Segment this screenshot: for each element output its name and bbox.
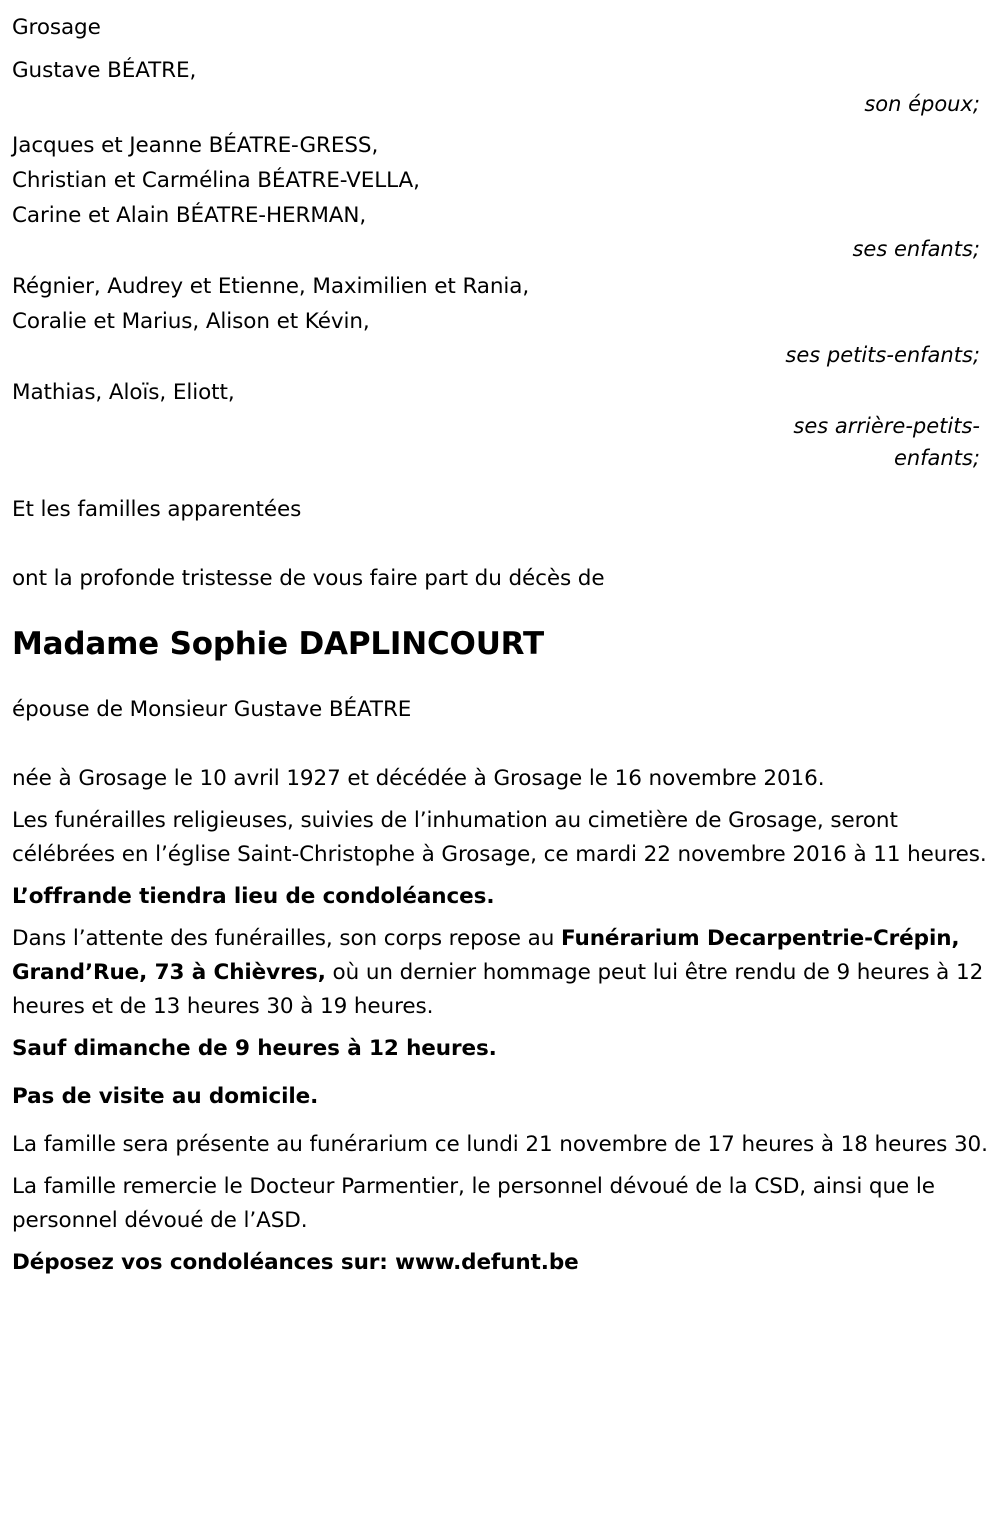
child-name-line-3: Carine et Alain BÉATRE-HERMAN, [12, 203, 367, 228]
relation-label-great-grandchildren-line-2: enfants; [893, 446, 980, 470]
spacer [12, 45, 988, 53]
spacer [12, 596, 988, 622]
relation-label-grandchildren: ses petits-enfants; [785, 343, 980, 367]
birth-death-line: née à Grosage le 10 avril 1927 et décédée à Grosage le 16 novembre 2016. [12, 766, 825, 791]
spacer [12, 796, 988, 804]
no-home-visit-notice: Pas de visite au domicile. [12, 1084, 319, 1109]
family-presence-paragraph: La famille sera présente au funérarium ce lundi 21 novembre de 17 heures à 18 heures 30. [12, 1132, 988, 1157]
announcement-intro: ont la profonde tristesse de vous faire part du décès de [12, 566, 605, 591]
spacer [12, 1238, 988, 1246]
spacer [12, 474, 988, 492]
spacer [12, 1066, 988, 1080]
spacer [12, 914, 988, 922]
funeral-service-paragraph: Les funérailles religieuses, suivies de l’inhumation au cimetière de Grosage, seront célébrées en l’église Saint-Christophe à Grosage, ce mardi 22 novembre 2016 à 11 heures. [12, 808, 987, 867]
spacer [12, 1024, 988, 1032]
spacer [12, 527, 988, 561]
spacer [12, 120, 988, 128]
repose-paragraph [12, 922, 988, 1024]
grandchild-name-line-2: Coralie et Marius, Alison et Kévin, [12, 309, 370, 334]
condolences-website-line[interactable]: Déposez vos condoléances sur: www.defunt.be [12, 1250, 579, 1275]
child-name-line-2: Christian et Carmélina BÉATRE-VELLA, [12, 168, 420, 193]
sunday-hours-notice: Sauf dimanche de 9 heures à 12 heures. [12, 1036, 497, 1061]
spacer [12, 727, 988, 761]
repose-suffix: où un dernier hommage peut lui être rendu de 9 heures à 12 heures et de 13 heures 30 à 19 heures. [12, 960, 984, 1019]
deceased-name: Madame Sophie DAPLINCOURT [12, 626, 544, 662]
offering-notice: L’offrande tiendra lieu de condoléances. [12, 884, 495, 909]
spacer [12, 872, 988, 880]
repose-venue: Funérarium Decarpentrie-Crépin, Grand’Rue, 73 à Chièvres, [12, 926, 960, 985]
relation-label-children: ses enfants; [852, 237, 980, 261]
spacer [12, 666, 988, 692]
grandchild-name-line-1: Régnier, Audrey et Etienne, Maximilien et Rania, [12, 274, 530, 299]
repose-prefix: Dans l’attente des funérailles, son corps repose au [12, 926, 561, 951]
relation-label-great-grandchildren-line-1: ses arrière-petits- [793, 414, 980, 438]
thanks-paragraph: La famille remercie le Docteur Parmentier, le personnel dévoué de la CSD, ainsi que le personnel dévoué de l’ASD. [12, 1174, 935, 1233]
spacer [12, 1162, 988, 1170]
spouse-of-line: épouse de Monsieur Gustave BÉATRE [12, 697, 412, 722]
locality-line: Grosage [12, 15, 101, 40]
child-name-line-1: Jacques et Jeanne BÉATRE-GRESS, [12, 133, 379, 158]
spacer [12, 1114, 988, 1128]
spouse-name-line: Gustave BÉATRE, [12, 58, 197, 83]
relation-label-spouse: son époux; [864, 92, 980, 116]
great-grandchild-name-line-1: Mathias, Aloïs, Eliott, [12, 380, 235, 405]
extended-families-line: Et les familles apparentées [12, 497, 302, 522]
